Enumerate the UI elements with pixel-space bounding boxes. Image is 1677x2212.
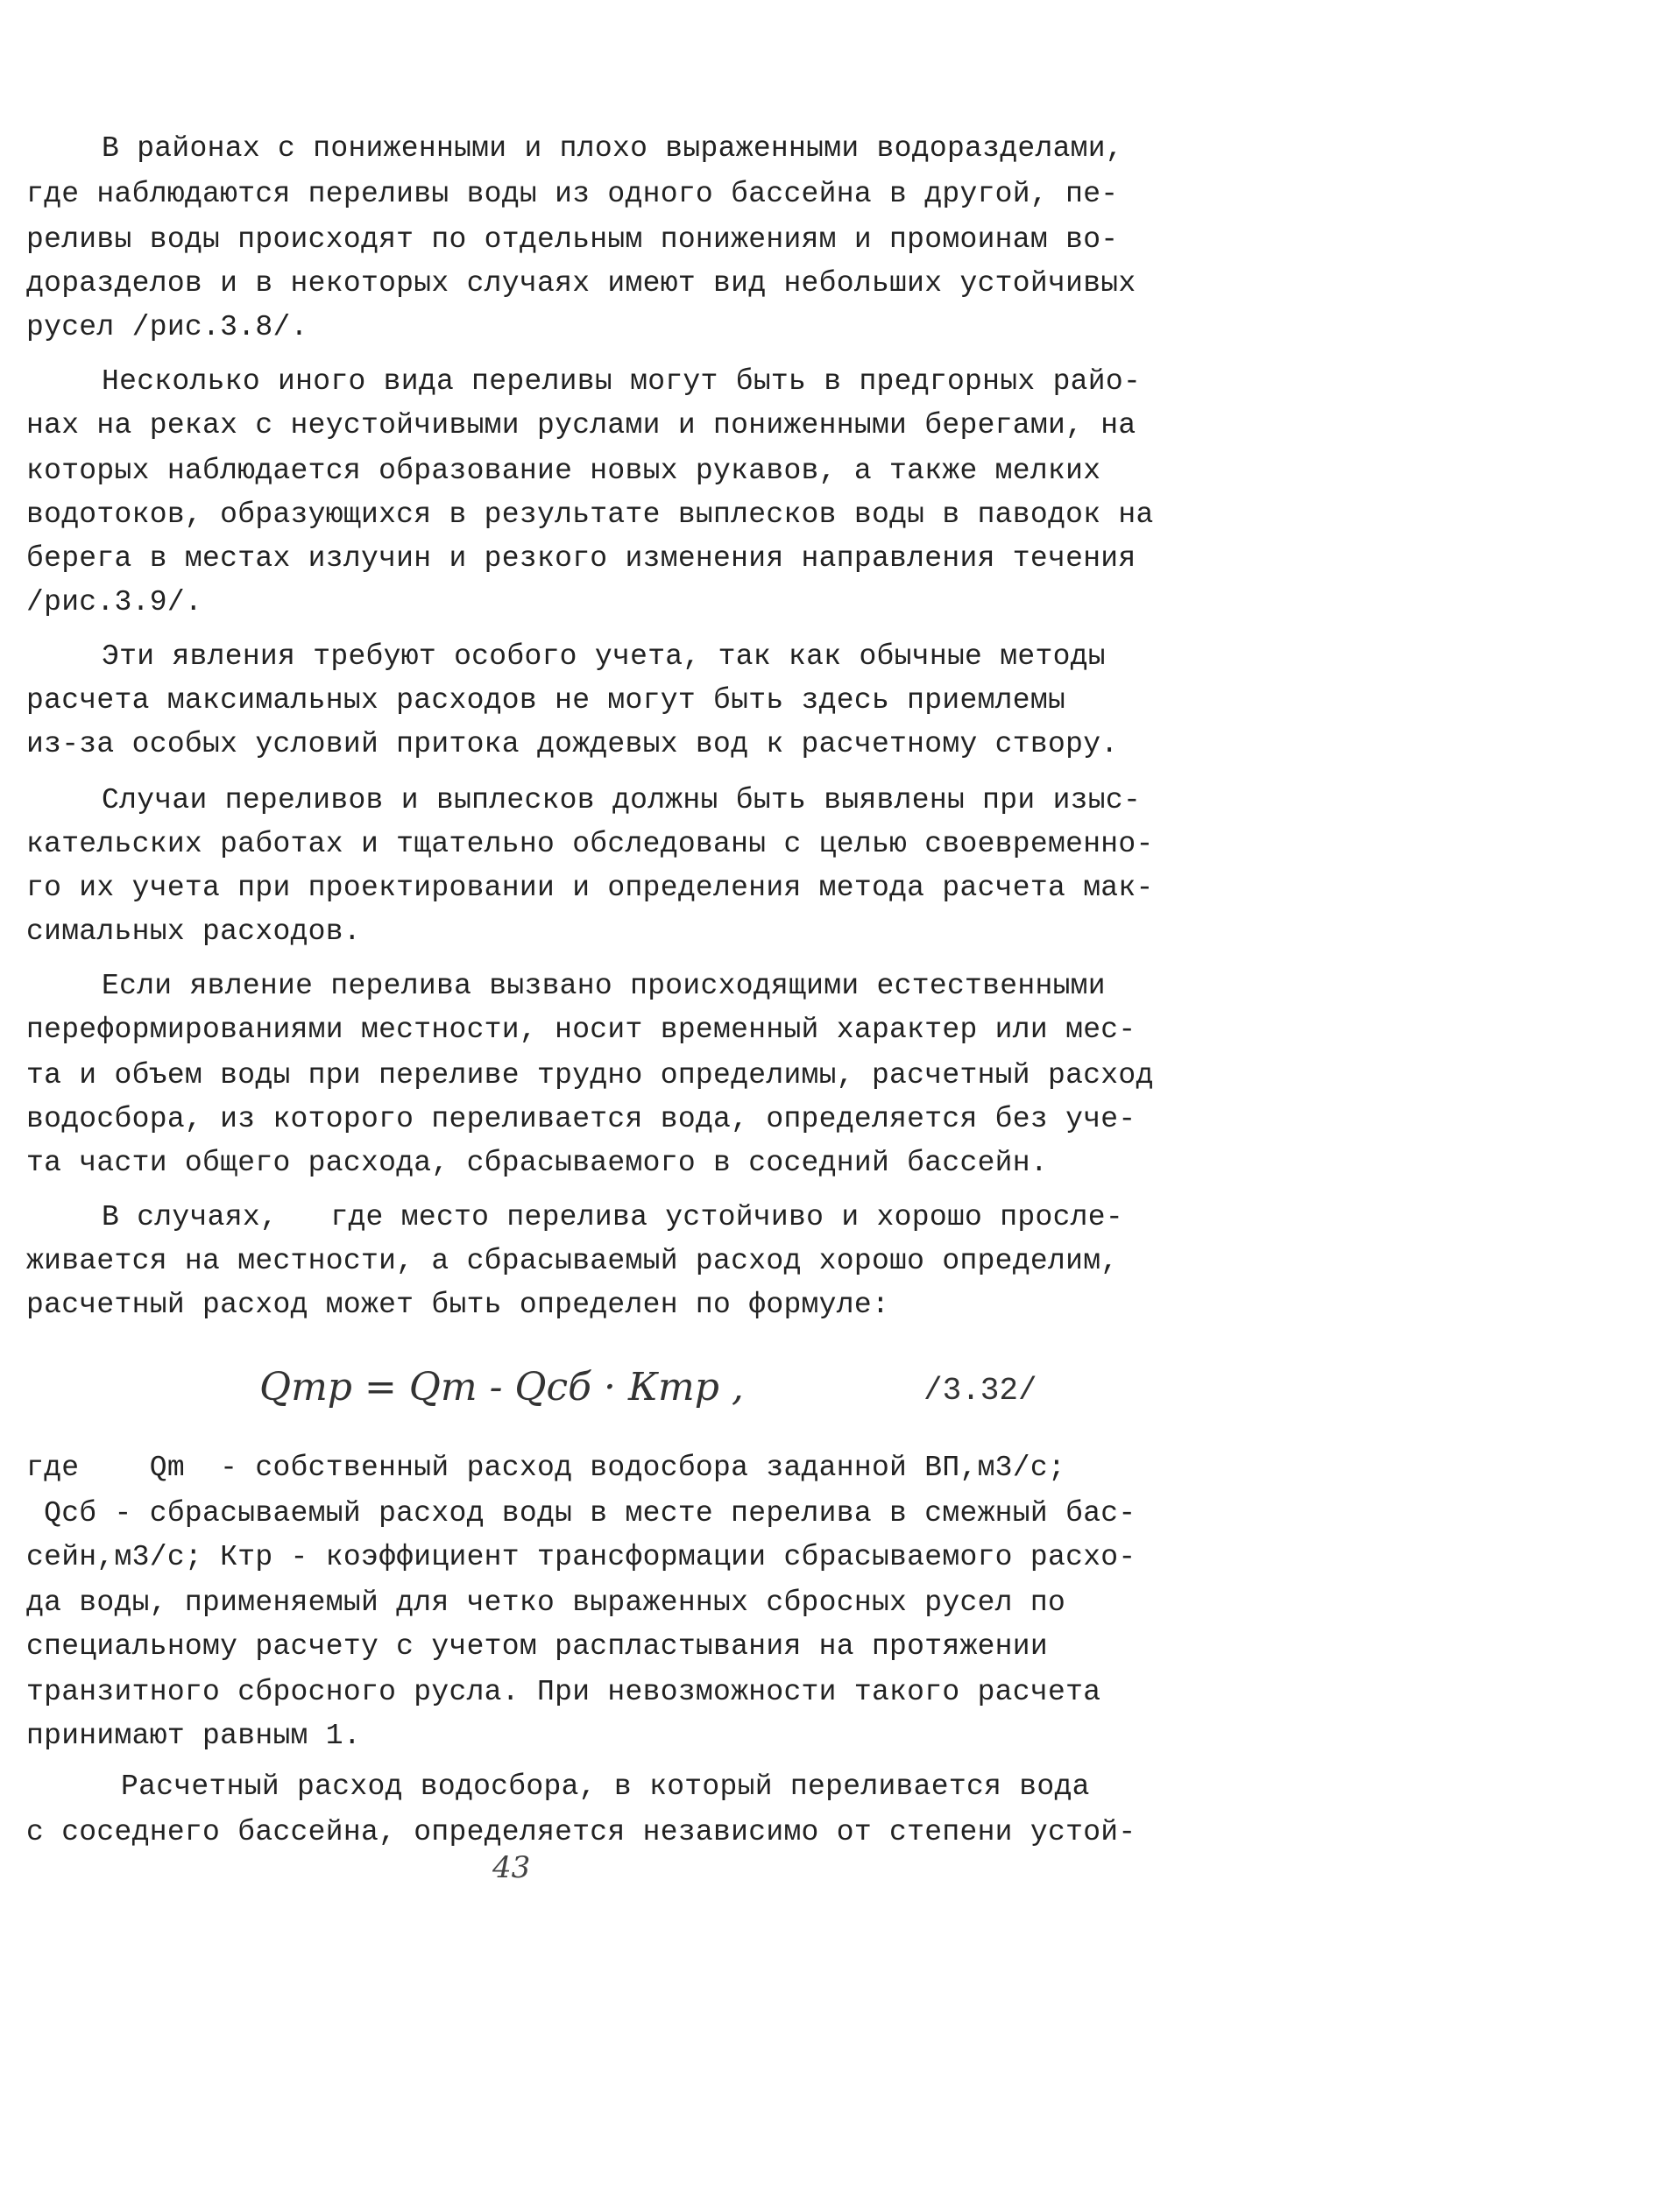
text-line: берега в местах излучин и резкого изменения направления течения [26,542,1136,575]
text-line: /рис.3.9/. [26,586,203,618]
text-line: переформированиями местности, носит временный характер или мес- [26,1014,1136,1046]
text-line: сейн,м3/с; Ктр - коэффициент трансформации сбрасываемого расхо- [26,1541,1136,1573]
text-line: В случаях, где место перелива устойчиво и хорошо просле- [102,1201,1123,1233]
text-line: специальному расчету с учетом распластывания на протяжении [26,1630,1048,1663]
text-line: где наблюдаются переливы воды из одного бассейна в другой, пе- [26,178,1119,210]
text-line: кательских работах и тщательно обследованы с целью своевременно- [26,828,1154,860]
text-line: которых наблюдается образование новых рукавов, а также мелких [26,455,1101,487]
text-line: русел /рис.3.8/. [26,311,308,343]
text-line: с соседнего бассейна, определяется независимо от степени устой- [26,1816,1136,1848]
text-line: да воды, применяемый для четко выраженных сбросных русел по [26,1587,1066,1619]
text-line: водотоков, образующихся в результате выплесков воды в паводок на [26,498,1154,531]
text-line: Если явление перелива вызвано происходящими естественными [102,970,1106,1002]
text-line: водосбора, из которого переливается вода, определяется без уче- [26,1103,1136,1135]
text-line: Случаи переливов и выплесков должны быть выявлены при изыс- [102,784,1142,816]
page-number: 43 [492,1850,531,1885]
text-line: доразделов и в некоторых случаях имеют вид небольших устойчивых [26,267,1136,300]
text-line: В районах с пониженными и плохо выраженными водоразделами, [102,132,1123,165]
text-line: реливы воды происходят по отдельным понижениям и промоинам во- [26,223,1119,256]
text-line: симальных расходов. [26,915,361,948]
text-line: принимают равным 1. [26,1720,361,1752]
text-line: Несколько иного вида переливы могут быть в предгорных райо- [102,365,1142,398]
text-line: живается на местности, а сбрасываемый расход хорошо определим, [26,1245,1119,1277]
text-line: Qсб - сбрасываемый расход воды в месте перелива в смежный бас- [26,1497,1136,1530]
text-line: расчета максимальных расходов не могут быть здесь приемлемы [26,684,1066,717]
text-line: расчетный расход может быть определен по формуле: [26,1289,890,1321]
text-line: транзитного сбросного русла. При невозможности такого расчета [26,1676,1101,1708]
equation-number: /3.32/ [923,1373,1037,1409]
formula: Qmp = Qm - Qсб · Ктр , [259,1365,744,1410]
text-line: го их учета при проектировании и определения метода расчета мак- [26,872,1154,904]
text-line: Расчетный расход водосбора, в который переливается вода [121,1770,1090,1803]
text-line: из-за особых условий притока дождевых вод к расчетному створу. [26,728,1119,760]
text-line: где Qm - собственный расход водосбора заданной ВП,м3/с; [26,1452,1066,1484]
text-line: Эти явления требуют особого учета, так как обычные методы [102,640,1106,673]
text-line: та и объем воды при переливе трудно определимы, расчетный расход [26,1059,1154,1092]
text-line: нах на реках с неустойчивыми руслами и пониженными берегами, на [26,409,1136,442]
text-line: та части общего расхода, сбрасываемого в соседний бассейн. [26,1147,1048,1179]
